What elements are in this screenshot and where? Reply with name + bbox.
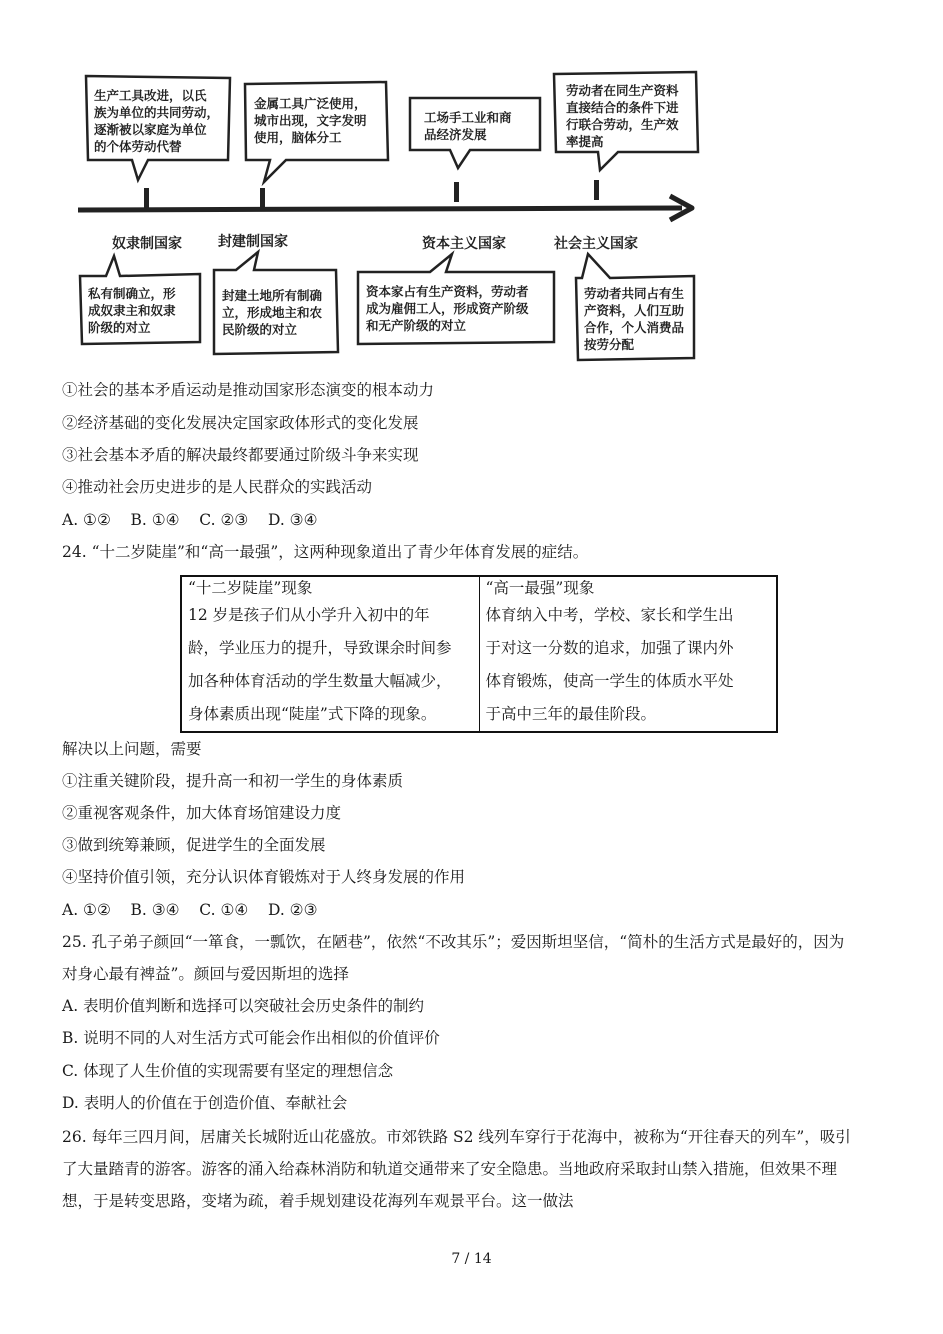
bottom-box-2 xyxy=(214,252,338,354)
svg-text:封建土地所有制确: 封建土地所有制确 xyxy=(222,288,323,303)
svg-text:合作，个人消费品: 合作，个人消费品 xyxy=(584,320,685,335)
svg-text:使用，脑体分工: 使用，脑体分工 xyxy=(254,130,342,145)
comparison-table xyxy=(180,575,778,733)
svg-text:直接结合的条件下进: 直接结合的条件下进 xyxy=(566,100,679,115)
state-evolution-diagram xyxy=(70,64,710,364)
timeline-arrow xyxy=(78,196,692,220)
top-box-3 xyxy=(410,98,540,168)
q24-stem: 24. “十二岁陡崖”和“高一最强”，这两种现象道出了青少年体育发展的症结。 xyxy=(62,543,589,561)
q26-stem-line-1: 26. 每年三四月间，居庸关长城附近山花盛放。市郊铁路 S2 线列车穿行于花海中，被称为“开往春天的列车”，吸引 xyxy=(62,1128,851,1146)
svg-text:劳动者在同生产资料: 劳动者在同生产资料 xyxy=(566,83,679,98)
q26-stem-line-3: 想，于是转变思路，变堵为疏，着手规划建设花海列车观景平台。这一做法 xyxy=(62,1192,574,1210)
tick-mark-4 xyxy=(594,180,599,200)
svg-text:劳动者共同占有生: 劳动者共同占有生 xyxy=(584,286,685,301)
q24-option-3: ③做到统筹兼顾，促进学生的全面发展 xyxy=(62,836,326,854)
svg-text:立，形成地主和农: 立，形成地主和农 xyxy=(222,305,323,320)
svg-text:成为雇佣工人，形成资产阶级: 成为雇佣工人，形成资产阶级 xyxy=(366,301,529,316)
q23-option-3: ③社会基本矛盾的解决最终都要通过阶级斗争来实现 xyxy=(62,446,419,464)
stage-label-socialist: 社会主义国家 xyxy=(554,236,638,252)
svg-text:私有制确立，形: 私有制确立，形 xyxy=(88,286,176,301)
svg-text:金属工具广泛使用，: 金属工具广泛使用， xyxy=(254,96,367,111)
table-text-line: 12 岁是孩子们从小学升入初中的年 xyxy=(188,606,430,624)
tick-mark-2 xyxy=(260,188,265,208)
svg-text:工场手工业和商: 工场手工业和商 xyxy=(424,110,512,125)
tick-mark-3 xyxy=(454,182,459,202)
top-box-2 xyxy=(245,82,388,182)
table-text-line: 体育锻炼，使高一学生的体质水平处 xyxy=(485,672,734,690)
table-text-line: 体育纳入中考，学校、家长和学生出 xyxy=(485,606,734,624)
svg-text:城市出现，文字发明: 城市出现，文字发明 xyxy=(254,113,367,128)
q24-option-4: ④坚持价值引领，充分认识体育锻炼对于人终身发展的作用 xyxy=(62,868,466,886)
q25-option-d: D. 表明人的价值在于创造价值、奉献社会 xyxy=(62,1094,348,1112)
svg-text:和无产阶级的对立: 和无产阶级的对立 xyxy=(366,318,467,333)
q25-stem-line-2: 对身心最有裨益”。颜回与爱因斯坦的选择 xyxy=(62,965,349,983)
q23-option-2: ②经济基础的变化发展决定国家政体形式的变化发展 xyxy=(62,414,419,432)
bottom-box-3 xyxy=(358,254,554,344)
svg-text:资本家占有生产资料，劳动者: 资本家占有生产资料，劳动者 xyxy=(366,284,529,299)
q25-option-b: B. 说明不同的人对生活方式可能会作出相似的价值评价 xyxy=(62,1029,440,1047)
stage-label-slave: 奴隶制国家 xyxy=(112,236,182,252)
page-number: 7 / 14 xyxy=(451,1251,492,1267)
svg-text:成奴隶主和奴隶: 成奴隶主和奴隶 xyxy=(88,303,176,318)
svg-text:生产工具改进，以氏: 生产工具改进，以氏 xyxy=(94,88,207,103)
svg-text:品经济发展: 品经济发展 xyxy=(424,127,487,142)
table-text-line: 于对这一分数的追求，加强了课内外 xyxy=(485,639,734,657)
table-text-line: 于高中三年的最佳阶段。 xyxy=(485,705,657,723)
q23-option-1: ①社会的基本矛盾运动是推动国家形态演变的根本动力 xyxy=(62,381,435,399)
stage-label-feudal: 封建制国家 xyxy=(218,234,288,250)
q25-option-a: A. 表明价值判断和选择可以突破社会历史条件的制约 xyxy=(62,997,425,1015)
q24-prompt: 解决以上问题，需要 xyxy=(62,740,202,758)
top-box-1 xyxy=(86,76,230,180)
tick-mark-1 xyxy=(144,188,149,208)
q24-option-1: ①注重关键阶段，提升高一和初一学生的身体素质 xyxy=(62,772,404,790)
q25-stem-line-1: 25. 孔子弟子颜回“一箪食，一瓢饮，在陋巷”，依然“不改其乐”；爱因斯坦坚信，“简朴的生活方式是最好的，因为 xyxy=(62,933,845,951)
svg-text:率提高: 率提高 xyxy=(566,134,604,149)
table-text-line: 加各种体育活动的学生数量大幅减少， xyxy=(188,672,452,690)
table-cell-grade10-strongest xyxy=(479,576,777,732)
stage-label-capitalist: 资本主义国家 xyxy=(422,236,506,252)
table-head-twelve-cliff: “十二岁陡崖”现象 xyxy=(188,579,313,597)
table-cell-twelve-cliff xyxy=(181,576,479,732)
q25-option-c: C. 体现了人生价值的实现需要有坚定的理想信念 xyxy=(62,1062,394,1080)
q26-stem-line-2: 了大量踏青的游客。游客的涌入给森林消防和轨道交通带来了安全隐患。当地政府采取封山禁入措施，但效果不理 xyxy=(62,1160,838,1178)
bottom-box-1 xyxy=(80,256,200,344)
q23-choices: A. ①② B. ①④ C. ②③ D. ③④ xyxy=(62,511,318,529)
svg-text:产资料，人们互助: 产资料，人们互助 xyxy=(584,303,685,318)
svg-text:逐渐被以家庭为单位: 逐渐被以家庭为单位 xyxy=(94,122,207,137)
svg-text:按劳分配: 按劳分配 xyxy=(584,337,635,352)
svg-text:的个体劳动代替: 的个体劳动代替 xyxy=(94,139,182,154)
table-text-line: 身体素质出现“陡崖”式下降的现象。 xyxy=(188,705,437,723)
q23-option-4: ④推动社会历史进步的是人民群众的实践活动 xyxy=(62,478,373,496)
q24-option-2: ②重视客观条件，加大体育场馆建设力度 xyxy=(62,804,342,822)
bottom-box-4 xyxy=(576,254,694,360)
svg-text:族为单位的共同劳动，: 族为单位的共同劳动， xyxy=(94,105,220,120)
svg-text:民阶级的对立: 民阶级的对立 xyxy=(222,322,298,337)
svg-text:行联合劳动，生产效: 行联合劳动，生产效 xyxy=(566,117,679,132)
q24-choices: A. ①② B. ③④ C. ①④ D. ②③ xyxy=(62,901,318,919)
svg-text:阶级的对立: 阶级的对立 xyxy=(88,320,151,335)
table-head-grade10-strongest: “高一最强”现象 xyxy=(485,579,595,597)
top-box-4 xyxy=(554,72,698,170)
table-text-line: 龄，学业压力的提升，导致课余时间参 xyxy=(188,639,452,657)
